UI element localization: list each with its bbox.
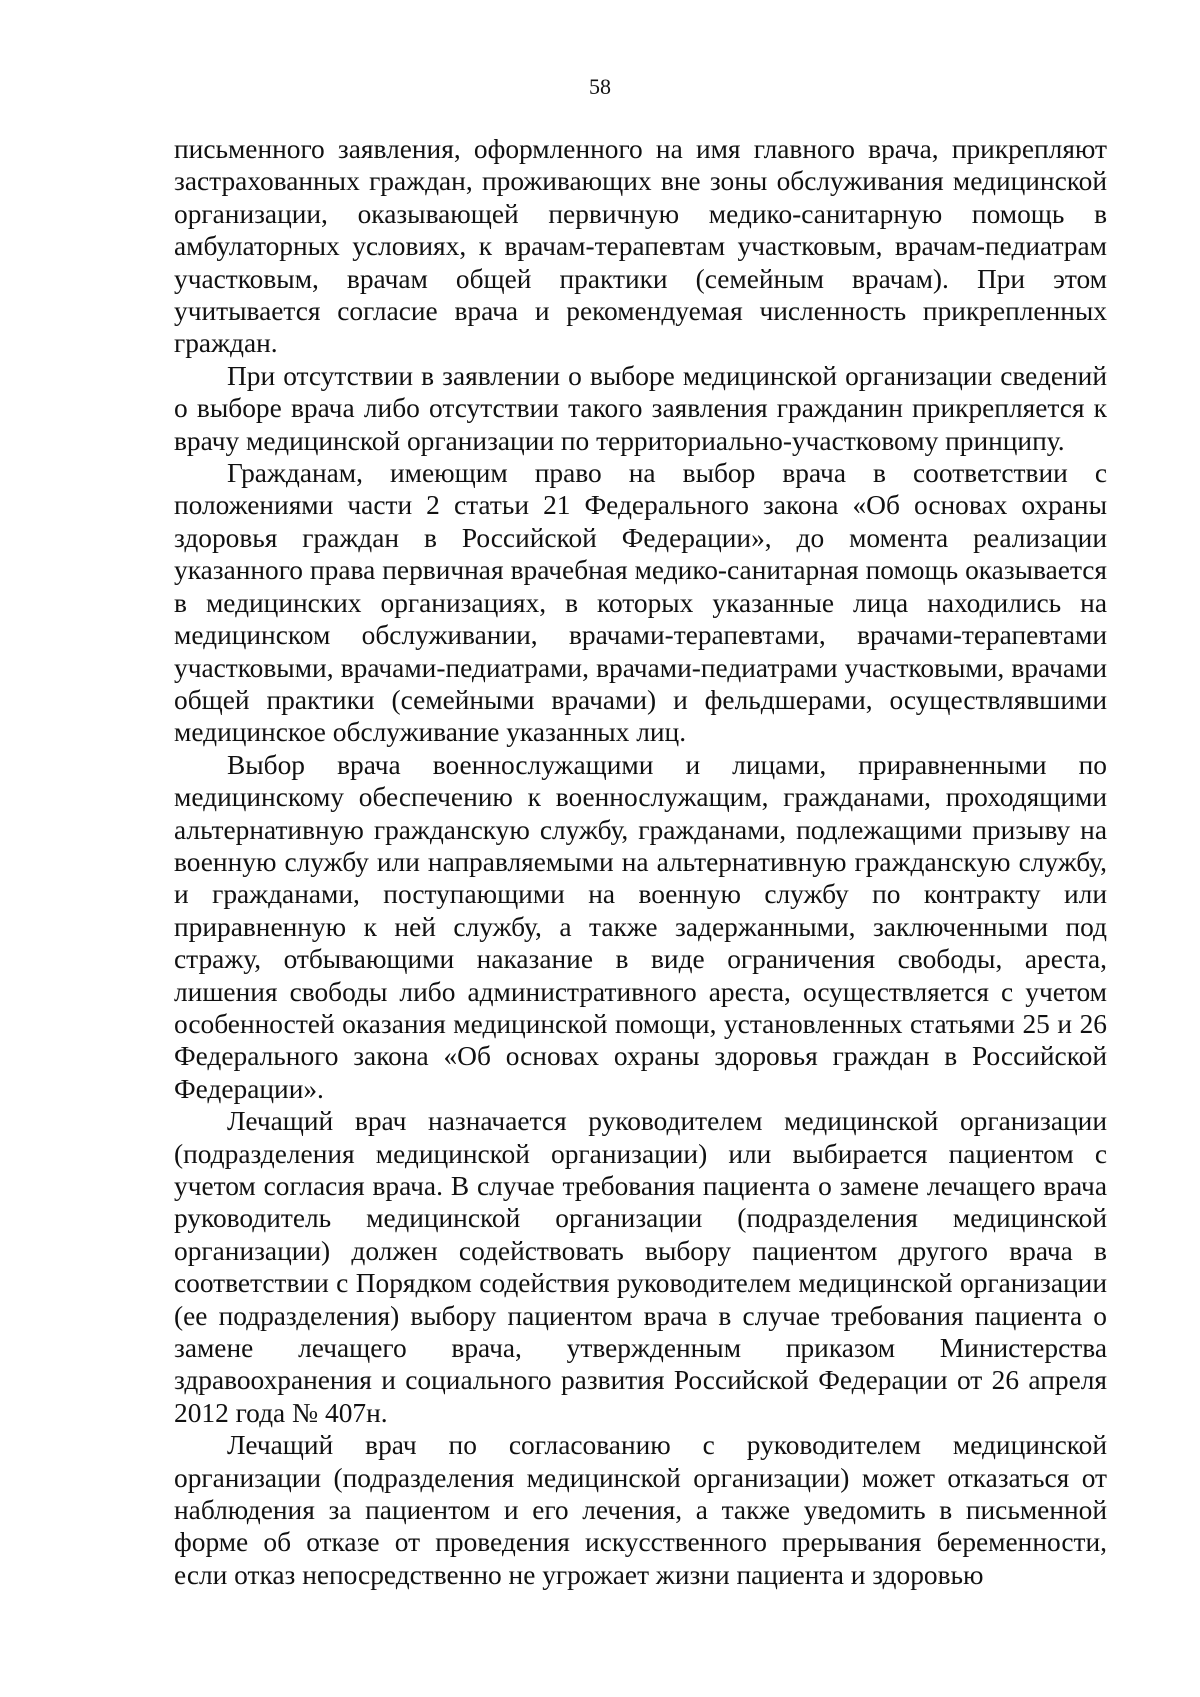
page-number: 58	[589, 74, 611, 99]
paragraph-military-choice: Выбор врача военнослужащими и лицами, приравненными по медицинскому обеспечению к военнослужащим, гражданами, проходящими альтернативную гражданскую службу, гражданами, подлежащими призыву на военную службу или направляемыми на альтернативную гражданскую службу, и гражданами, поступающими на военную службу по контракту или приравненную к ней службу, а также задержанными, заключенными под стражу, отбывающими наказание в виде ограничения свободы, ареста, лишения свободы либо административного ареста, осуществляется с учетом особенностей оказания медицинской помощи, установленных статьями 25 и 26 Федерального закона «Об основах охраны здоровья граждан в Российской Федерации».	[174, 749, 1107, 1104]
paragraph-physician-refusal: Лечащий врач по согласованию с руководителем медицинской организации (подразделения медицинской организации) может отказаться от наблюдения за пациентом и его лечения, а также уведомить в письменной форме об отказе от проведения искусственного прерывания беременности, если отказ непосредственно не угрожает жизни пациента и здоровью	[174, 1430, 1107, 1590]
paragraph-right-to-choose: Гражданам, имеющим право на выбор врача в соответствии с положениями части 2 статьи 21 Федерального закона «Об основах охраны здоровья граждан в Российской Федерации», до момента реализации указанного права первичная врачебная медико-санитарная помощь оказывается в медицинских организациях, в которых указанные лица находились на медицинском обслуживании, врачами-терапевтами, врачами-терапевтами участковыми, врачами-педиатрами, врачами-педиатрами участковыми, врачами общей практики (семейными врачами) и фельдшерами, осуществлявшими медицинское обслуживание указанных лиц.	[174, 458, 1107, 748]
paragraph-continuation: письменного заявления, оформленного на имя главного врача, прикрепляют застрахованных граждан, проживающих вне зоны обслуживания медицинской организации, оказывающей первичную медико-санитарную помощь в амбулаторных условиях, к врачам-терапевтам участковым, врачам-педиатрам участковым, врачам общей практики (семейным врачам). При этом учитывается согласие врача и рекомендуемая численность прикрепленных граждан.	[174, 134, 1107, 359]
document-body	[174, 133, 1107, 1591]
paragraph-attending-physician: Лечащий врач назначается руководителем медицинской организации (подразделения медицинской организации) или выбирается пациентом с учетом согласия врача. В случае требования пациента о замене лечащего врача руководитель медицинской организации (подразделения медицинской организации) должен содействовать выбору пациентом другого врача в соответствии с Порядком содействия руководителем медицинской организации (ее подразделения) выбору пациентом врача в случае требования пациента о замене лечащего врача, утвержденным приказом Министерства здравоохранения и социального развития Российской Федерации от 26 апреля 2012 года № 407н.	[174, 1106, 1107, 1428]
paragraph-no-application: При отсутствии в заявлении о выборе медицинской организации сведений о выборе врача либо отсутствии такого заявления гражданин прикрепляется к врачу медицинской организации по территориально-участковому принципу.	[174, 360, 1107, 456]
